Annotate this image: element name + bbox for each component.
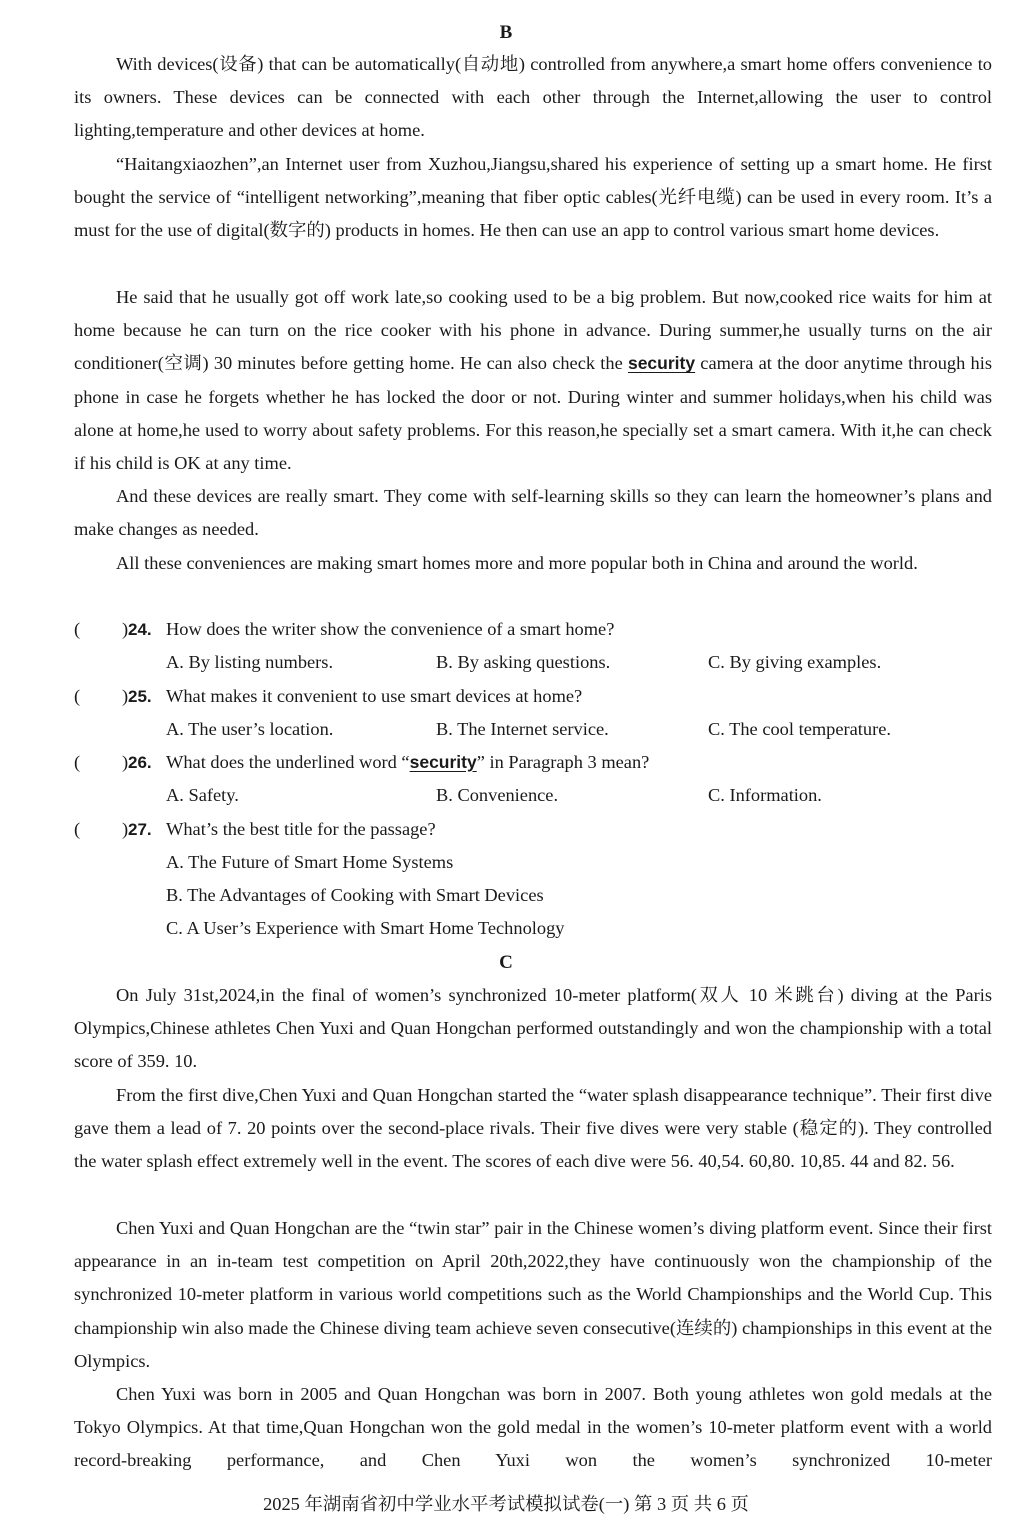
question-text-after: ” in Paragraph 3 mean? (476, 752, 650, 772)
option-a: A. By listing numbers. (166, 652, 334, 672)
question-number: 27. (128, 820, 152, 839)
answer-blank-close: ) (122, 752, 129, 772)
question-text: What makes it convenient to use smart devices at home? (166, 686, 583, 706)
question-26 (74, 746, 992, 779)
option-c: C. Information. (708, 785, 822, 805)
option-b: B. The Internet service. (436, 719, 609, 739)
section-c-heading: C (499, 952, 513, 973)
answer-blank-open[interactable]: ( (74, 686, 81, 706)
option-a: A. Safety. (166, 785, 239, 805)
answer-blank-close: ) (122, 686, 129, 706)
answer-blank-open[interactable]: ( (74, 819, 81, 839)
question-25 (74, 680, 992, 713)
option-b: B. Convenience. (436, 785, 559, 805)
option-a: A. The Future of Smart Home Systems (166, 852, 454, 872)
answer-blank-open[interactable]: ( (74, 752, 81, 772)
question-number: 24. (128, 620, 152, 639)
section-c-paragraph-2: From the first dive,Chen Yuxi and Quan Hongchan started the “water splash disappearance technique”. Their first dive gave them a lead of 7. 20 points over the second-place rivals. Their five dives were very stable (稳定的). They controlled the water splash effect extremely well in the event. The scores of each dive were 56. 40,54. 60,80. 10,85. 44 and 82. 56. (74, 1085, 992, 1172)
answer-blank-close: ) (122, 619, 129, 639)
question-26-options (74, 779, 992, 812)
option-c: C. The cool temperature. (708, 719, 891, 739)
question-27-option-c-row (74, 912, 992, 945)
question-27 (74, 813, 992, 846)
option-c: C. A User’s Experience with Smart Home Technology (166, 918, 565, 938)
section-b-paragraph-2: “Haitangxiaozhen”,an Internet user from Xuzhou,Jiangsu,shared his experience of setting up a smart home. He first bought the service of “intelligent networking”,meaning that fiber optic cables(光纤电缆) can be used in every room. It’s a must for the use of digital(数字的) products in homes. He then can use an app to control various smart home devices. (74, 154, 992, 241)
question-text (166, 746, 649, 779)
underlined-word-security: security (409, 752, 477, 772)
answer-blank-open[interactable]: ( (74, 619, 81, 639)
option-c: C. By giving examples. (708, 652, 882, 672)
question-27-option-a-row (74, 846, 992, 879)
section-b-heading: B (499, 22, 513, 43)
option-b: B. The Advantages of Cooking with Smart Devices (166, 885, 544, 905)
question-number: 26. (128, 753, 152, 772)
underlined-word-security: security (627, 353, 696, 374)
section-b-paragraph-1: With devices(设备) that can be automatically(自动地) controlled from anywhere,a smart home offers convenience to its owners. These devices can be connected with each other through the Internet,allowing the user to control lighting,temperature and other devices at home. (74, 54, 992, 141)
question-27-option-b-row (74, 879, 992, 912)
section-c-paragraph-3: Chen Yuxi and Quan Hongchan are the “twin star” pair in the Chinese women’s diving platform event. Since their first appearance in an in-team test competition on April 20th,2022,they have continuously won the championship of the synchronized 10-meter platform in various world competitions such as the World Championships and the World Cup. This championship win also made the Chinese diving team achieve seven consecutive(连续的) championships in this event at the Olympics. (74, 1218, 992, 1371)
paragraph-3-text-after: camera at the door anytime through his phone in case he forgets whether he has locked the door or not. During winter and summer holidays,when his child was alone at home,he used to worry about safety problems. For this reason,he specially set a smart camera. With it,he can check if his child is OK at any time. (74, 353, 992, 474)
question-24-options (74, 646, 992, 679)
question-number: 25. (128, 687, 152, 706)
section-c-paragraph-1: On July 31st,2024,in the final of women’s synchronized 10-meter platform(双人 10 米跳台) diving at the Paris Olympics,Chinese athletes Chen Yuxi and Quan Hongchan performed outstandingly and won the championship with a total score of 359. 10. (74, 985, 992, 1072)
page-footer: 2025 年湖南省初中学业水平考试模拟试卷(一) 第 3 页 共 6 页 (263, 1494, 749, 1514)
section-b-paragraph-3 (74, 281, 992, 480)
section-c-paragraph-4: Chen Yuxi was born in 2005 and Quan Hongchan was born in 2007. Both young athletes won gold medals at the Tokyo Olympics. At that time,Quan Hongchan won the gold medal in the women’s 10-meter platform event with a world record-breaking performance, and Chen Yuxi won the women’s synchronized 10-meter (74, 1384, 992, 1471)
question-text: What’s the best title for the passage? (166, 819, 436, 839)
section-b-paragraph-4: And these devices are really smart. They come with self-learning skills so they can learn the homeowner’s plans and make changes as needed. (74, 486, 992, 540)
paragraph-3-text-before: He said that he usually got off work late,so cooking used to be a big problem. But now,cooked rice waits for him at home because he can turn on the rice cooker with his phone in advance. During summer,he usually turns on the air conditioner(空调) 30 minutes before getting home. He can also check the (74, 287, 992, 374)
option-a: A. The user’s location. (166, 719, 334, 739)
question-text-before: What does the underlined word “ (166, 752, 410, 772)
option-b: B. By asking questions. (436, 652, 611, 672)
answer-blank-close: ) (122, 819, 129, 839)
question-25-options (74, 713, 992, 746)
question-24 (74, 613, 992, 646)
section-b-paragraph-5: All these conveniences are making smart homes more and more popular both in China and around the world. (116, 553, 918, 573)
question-text: How does the writer show the convenience of a smart home? (166, 619, 615, 639)
